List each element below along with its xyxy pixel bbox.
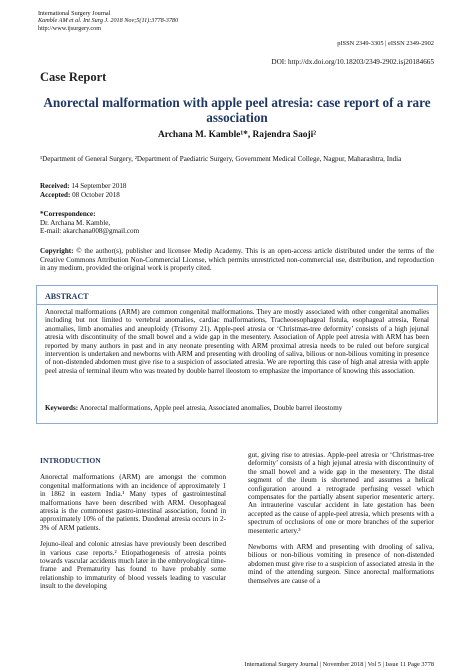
issn: pISSN 2349-3305 | eISSN 2349-2902 <box>337 40 434 47</box>
received-date: 14 September 2018 <box>69 182 127 190</box>
abstract-text: Anorectal malformations (ARM) are common congenital malformations. They are mostly associated with other congenital anomalies including but not limited to vertebral anomalies, cardiac malformations, Tracheoesophageal fistula, esophageal atresia, Renal anomalies, limb anomalies and aneuploidy (Trisomy 21). Apple-peel atresia or ‘Christmas-tree deformity’ consists of a high jejunal atresia with discontinuity of the small bowel and a wide gap in the mesentery. Association of Apple peel atresia with ARM has been reported by many authors in past and in any neonate presenting with ARM proximal atresia needs to be ruled out before surgical intervention is undertaken and newborns with ARM and presenting with drooling of saliva, bilious or non-bilious vomiting in presence of non-distended abdomen must give rise to a suspicion of associated atresia. We are reporting this case of high anal atresia with apple peel atresia of terminal ileum who was treated by double barrel ileostom to emphasize the importance of knowing this association. <box>45 308 429 375</box>
keywords-text: Anorectal malformations, Apple peel atresia, Associated anomalies, Double barrel ileostomy <box>78 404 343 412</box>
right-column <box>248 451 434 593</box>
left-column <box>40 451 226 599</box>
correspondence-email[interactable]: E-mail: akarchana008@gmail.com <box>40 227 140 235</box>
keywords <box>45 404 429 412</box>
intro-paragraph-4: Newborns with ARM and presenting with drooling of saliva, bilious or non-bilious vomiting in presence of non-distended abdomen must give rise to a suspicion of associated atresia in the mind of the attending surgeon. Since anorectal malformations themselves are cause of a <box>248 543 434 585</box>
journal-name: International Surgery Journal <box>38 10 111 17</box>
introduction-heading: INTRODUCTION <box>40 456 101 465</box>
journal-url[interactable]: http://www.ijsurgery.com <box>38 24 102 32</box>
citation: Kamble AM et al. Int Surg J. 2018 Nov;5(11):3778-3780 <box>38 17 179 25</box>
copyright-label: Copyright: <box>40 247 74 255</box>
copyright-text: © the author(s), publisher and licensee Medip Academy. This is an open-access article distributed under the terms of the Creative Commons Attribution Non-Commercial License, which permits unrestricted non-commercial use, distribution, and reproduction in any medium, provided the original work is properly cited. <box>40 247 434 272</box>
page-footer: International Surgery Journal | November 2018 | Vol 5 | Issue 11 Page 3778 <box>244 661 434 668</box>
keywords-label: Keywords: <box>45 404 79 412</box>
intro-paragraph-1: Anorectal malformations (ARM) are amongst the common congenital malformations with an incidence of approximately 1 in 1862 in eastern India.¹ Many types of gastrointestinal malformations have been described with ARM. Oesophageal atresia is the commonest gastro-intestinal association, found in approximately 10% of the patients. Duodenal atresia occurs in 2-3% of ARM patients. <box>40 473 226 532</box>
abstract-divider <box>37 304 437 305</box>
correspondence-name: Dr. Archana M. Kamble, <box>40 218 111 227</box>
correspondence <box>40 210 434 236</box>
abstract-heading: ABSTRACT <box>45 292 89 301</box>
dates <box>40 182 434 199</box>
doi-link[interactable]: DOI: http://dx.doi.org/10.18203/2349-2902.isj20184665 <box>271 58 434 66</box>
correspondence-label: *Correspondence: <box>40 210 96 218</box>
affiliations: ¹Department of General Surgery, ²Department of Paediatric Surgery, Government Medical College, Nagpur, Maharashtra, India <box>40 155 402 163</box>
accepted-label: Accepted: <box>40 190 71 199</box>
intro-paragraph-2: Jejuno-ileal and colonic atresias have previously been described in various case reports.² Etiopathogenesis of atresia points towards vascular accidents much later in the embryological time-frame and Prematurity has found to have probably some relationship to immaturity of blood vessels leading to vascular insult to the developing <box>40 540 226 591</box>
copyright <box>40 247 434 273</box>
section-label: Case Report <box>40 70 107 84</box>
accepted-date: 08 October 2018 <box>70 190 120 199</box>
intro-paragraph-3: gut, giving rise to atresias. Apple-peel atresia or ‘Christmas-tree deformity’ consists of a high jejunal atresia with discontinuity of the small bowel and a wide gap in the mesentery. The distal segment of the ileum is shortened and assumes a helical configuration around a retrograde perfusing vessel which compensates for the partially absent superior mesenteric artery. An intrauterine vascular accident in late gestation has been accepted as the cause of apple-peel atresia, which presents with a spectrum of occlusions of one or more branches of the superior mesenteric artery.³ <box>248 451 434 535</box>
received-label: Received: <box>40 182 70 190</box>
article-title: Anorectal malformation with apple peel atresia: case report of a rare association <box>43 95 431 125</box>
abstract-box <box>36 285 438 424</box>
journal-header <box>38 10 178 32</box>
authors: Archana M. Kamble¹*, Rajendra Saoji² <box>157 130 317 140</box>
